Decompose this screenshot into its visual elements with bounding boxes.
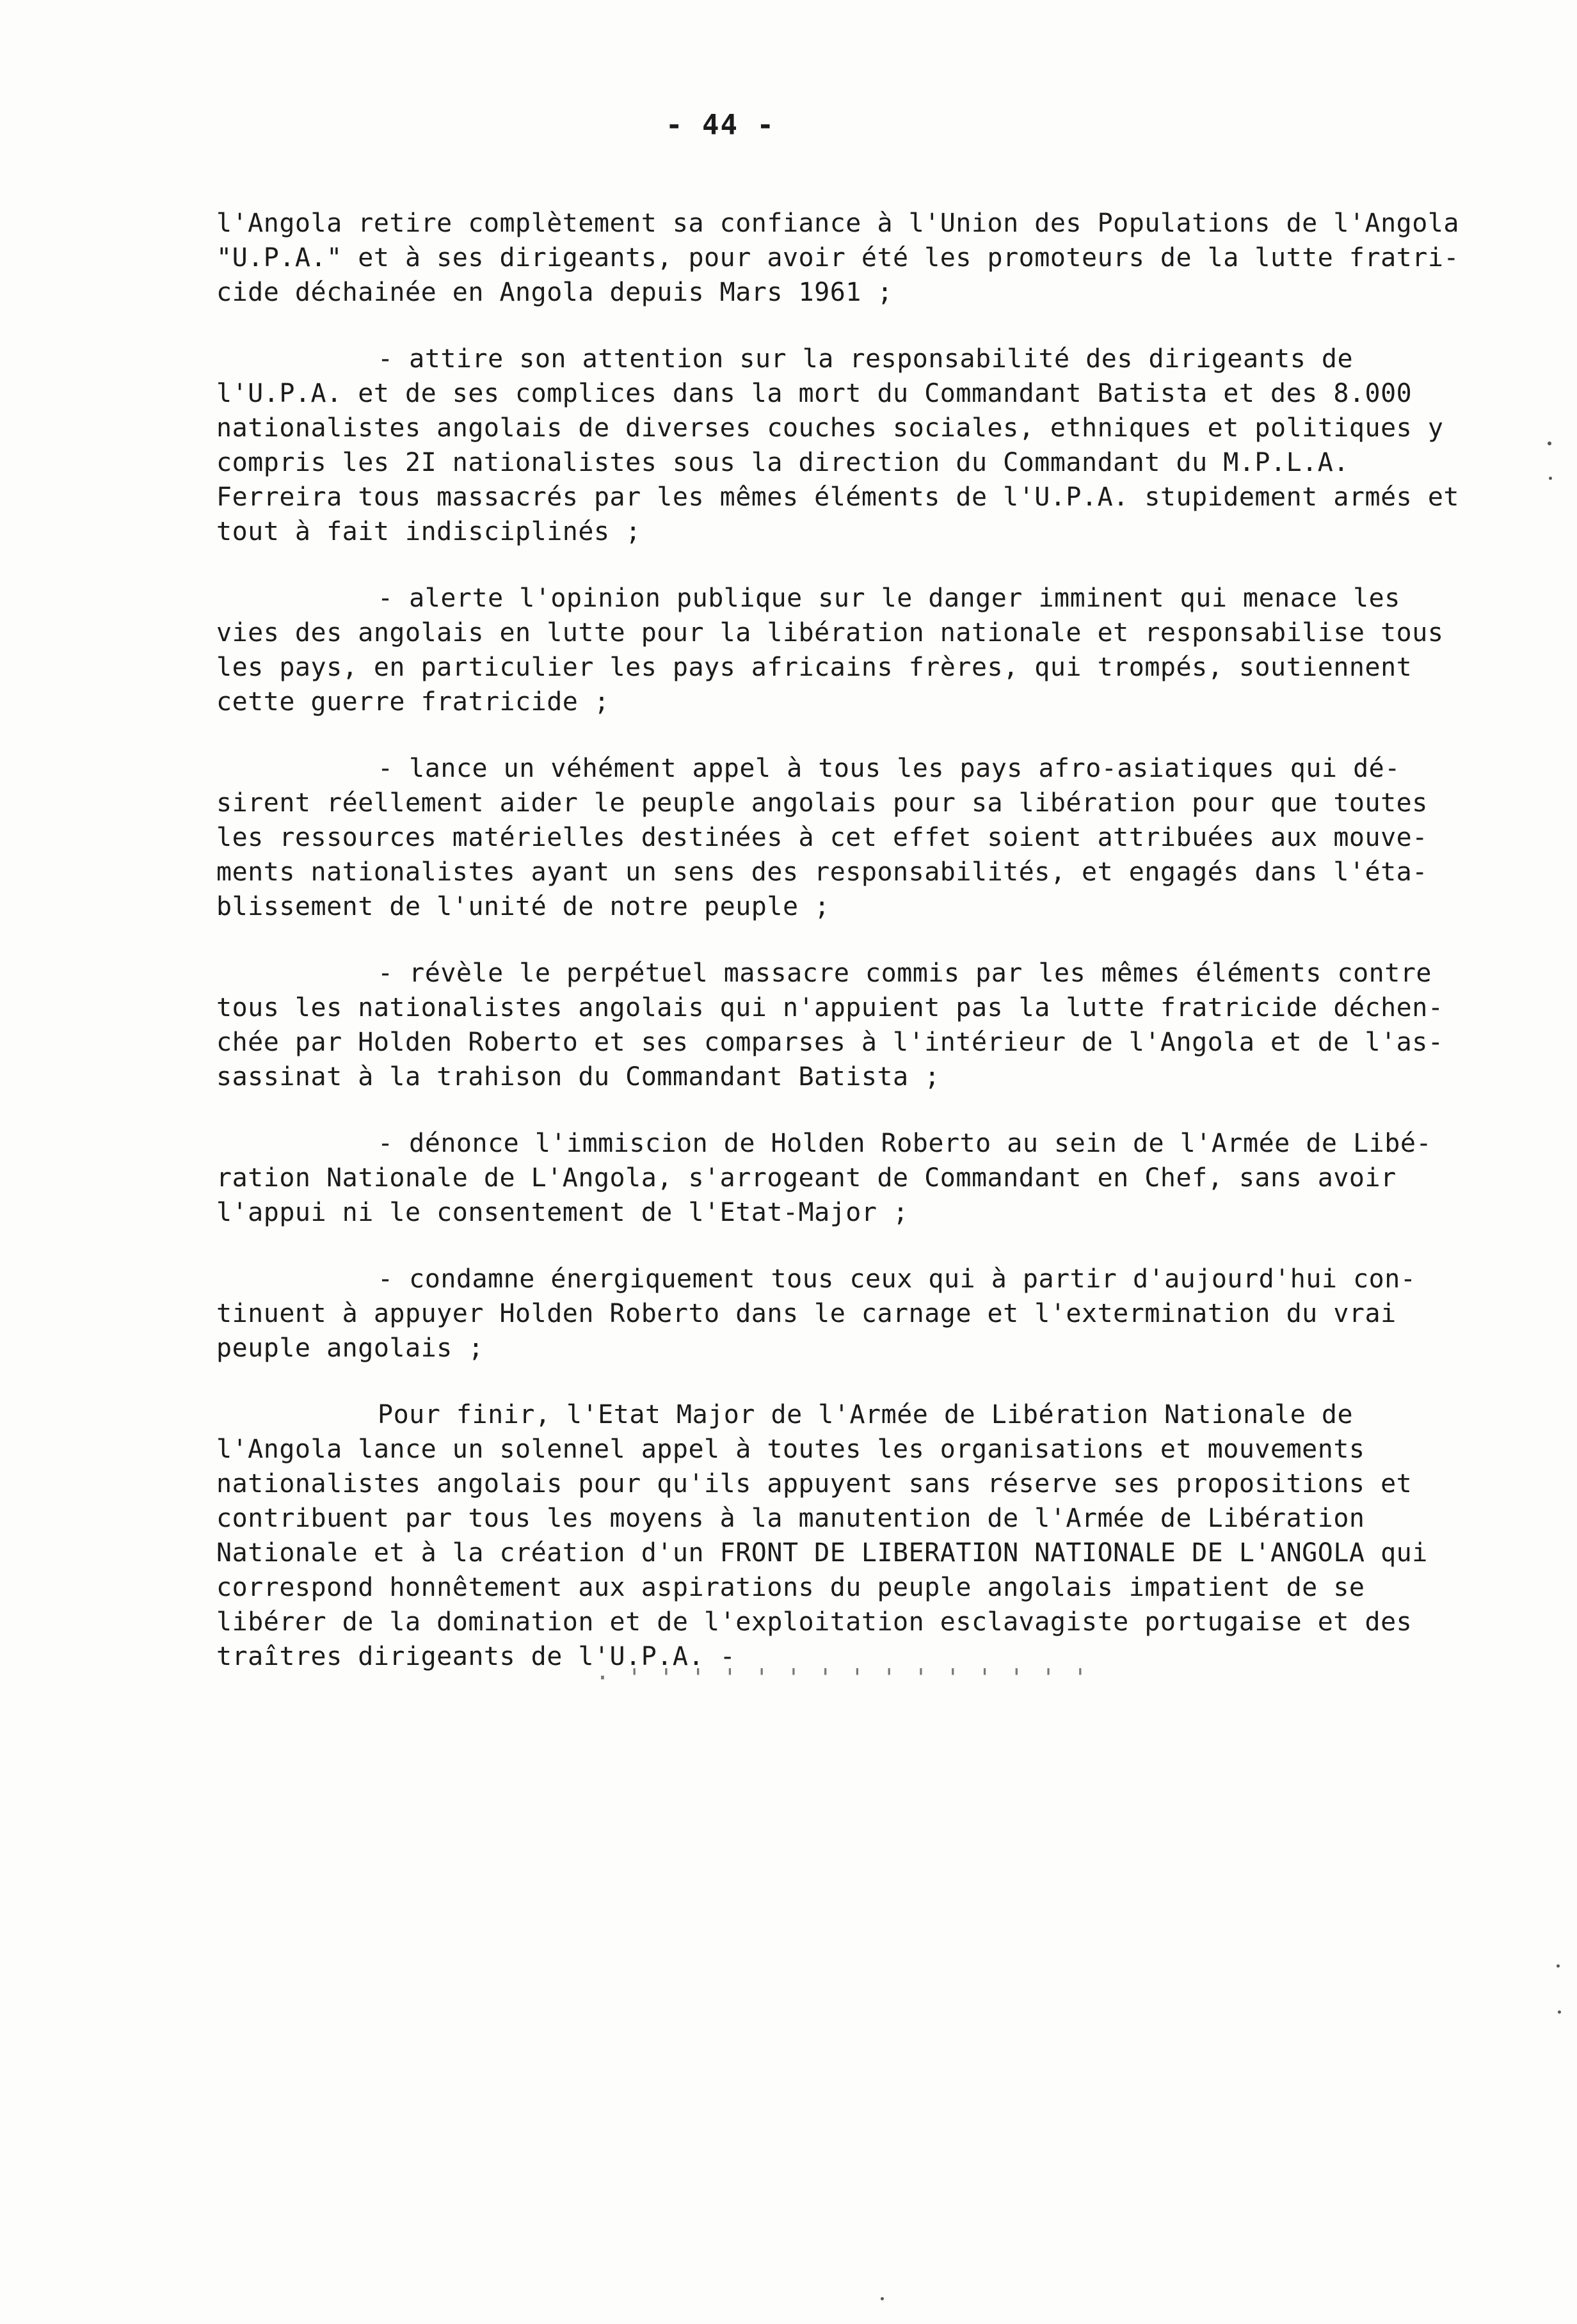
text-line: cide déchainée en Angola depuis Mars 1961 ; xyxy=(216,278,893,307)
text-line: correspond honnêtement aux aspirations du peuple angolais impatient de se xyxy=(216,1573,1365,1602)
text-line: libérer de la domination et de l'exploitation esclavagiste portugaise et des xyxy=(216,1607,1413,1637)
text-line: l'Angola retire complètement sa confiance à l'Union des Populations de l'Angola xyxy=(216,209,1459,238)
scan-speck xyxy=(1549,477,1552,480)
text-line: nationalistes angolais de diverses couches sociales, ethniques et politiques y xyxy=(216,413,1444,443)
scan-speck xyxy=(1558,2010,1561,2014)
text-line: l'U.P.A. et de ses complices dans la mort du Commandant Batista et des 8.000 xyxy=(216,379,1413,408)
text-line: - dénonce l'immiscion de Holden Roberto au sein de l'Armée de Libé- xyxy=(378,1129,1432,1158)
text-line: les ressources matérielles destinées à cet effet soient attribuées aux mouve- xyxy=(216,823,1428,852)
document-body xyxy=(216,206,1459,1706)
text-line: tous les nationalistes angolais qui n'appuient pas la lutte fratricide déchen- xyxy=(216,993,1444,1023)
text-line: l'appui ni le consentement de l'Etat-Major ; xyxy=(216,1198,909,1227)
text-line: - alerte l'opinion publique sur le danger imminent qui menace les xyxy=(378,584,1400,613)
text-line: ration Nationale de L'Angola, s'arrogeant de Commandant en Chef, sans avoir xyxy=(216,1163,1397,1193)
paragraph-1 xyxy=(216,206,1459,310)
text-line: - attire son attention sur la responsabilité des dirigeants de xyxy=(378,344,1354,374)
text-line: tout à fait indisciplinés ; xyxy=(216,517,641,546)
scan-speck xyxy=(881,2297,884,2300)
text-line: les pays, en particulier les pays africains frères, qui trompés, soutiennent xyxy=(216,653,1413,682)
text-line: - révèle le perpétuel massacre commis par les mêmes éléments contre xyxy=(378,959,1432,988)
text-line: traîtres dirigeants de l'U.P.A. - xyxy=(216,1642,736,1671)
text-line: "U.P.A." et à ses dirigeants, pour avoir été les promoteurs de la lutte fratri- xyxy=(216,243,1459,273)
text-line: peuple angolais ; xyxy=(216,1333,484,1363)
scan-speck xyxy=(1557,1964,1560,1968)
text-line: l'Angola lance un solennel appel à toutes les organisations et mouvements xyxy=(216,1435,1365,1464)
text-line: cette guerre fratricide ; xyxy=(216,687,610,717)
text-line: - condamne énergiquement tous ceux qui à partir d'aujourd'hui con- xyxy=(378,1264,1416,1294)
text-line: Ferreira tous massacrés par les mêmes éléments de l'U.P.A. stupidement armés et xyxy=(216,482,1459,512)
page-number: - 44 - xyxy=(666,109,775,141)
paragraph-7 xyxy=(216,1262,1432,1365)
text-line: tinuent à appuyer Holden Roberto dans le carnage et l'extermination du vrai xyxy=(216,1299,1397,1328)
paragraph-8 xyxy=(216,1397,1432,1674)
text-line: Pour finir, l'Etat Major de l'Armée de Libération Nationale de xyxy=(378,1400,1354,1429)
text-line: compris les 2I nationalistes sous la direction du Commandant du M.P.L.A. xyxy=(216,448,1349,477)
text-line: Nationale et à la création d'un FRONT DE LIBERATION NATIONALE DE L'ANGOLA qui xyxy=(216,1538,1428,1568)
text-line: blissement de l'unité de notre peuple ; xyxy=(216,892,830,921)
paragraph-5 xyxy=(216,956,1444,1094)
text-line: - lance un véhément appel à tous les pays afro-asiatiques qui dé- xyxy=(378,754,1400,783)
scan-speck xyxy=(1548,442,1551,445)
scan-artifact-dots: · ' ' ' ' ' ' ' ' ' ' ' ' ' ' ' xyxy=(595,1664,1089,1692)
text-line: nationalistes angolais pour qu'ils appuyent sans réserve ses propositions et xyxy=(216,1469,1413,1499)
text-line: ments nationalistes ayant un sens des responsabilités, et engagés dans l'éta- xyxy=(216,857,1428,887)
text-line: vies des angolais en lutte pour la libération nationale et responsabilise tous xyxy=(216,618,1444,648)
text-line: contribuent par tous les moyens à la manutention de l'Armée de Libération xyxy=(216,1504,1365,1533)
paragraph-3 xyxy=(216,581,1444,719)
text-line: sirent réellement aider le peuple angolais pour sa libération pour que toutes xyxy=(216,788,1428,818)
text-line: chée par Holden Roberto et ses comparses à l'intérieur de l'Angola et de l'as- xyxy=(216,1028,1444,1057)
paragraph-4 xyxy=(216,751,1432,924)
paragraph-2 xyxy=(216,342,1459,549)
paragraph-6 xyxy=(216,1126,1432,1230)
text-line: sassinat à la trahison du Commandant Batista ; xyxy=(216,1062,940,1092)
